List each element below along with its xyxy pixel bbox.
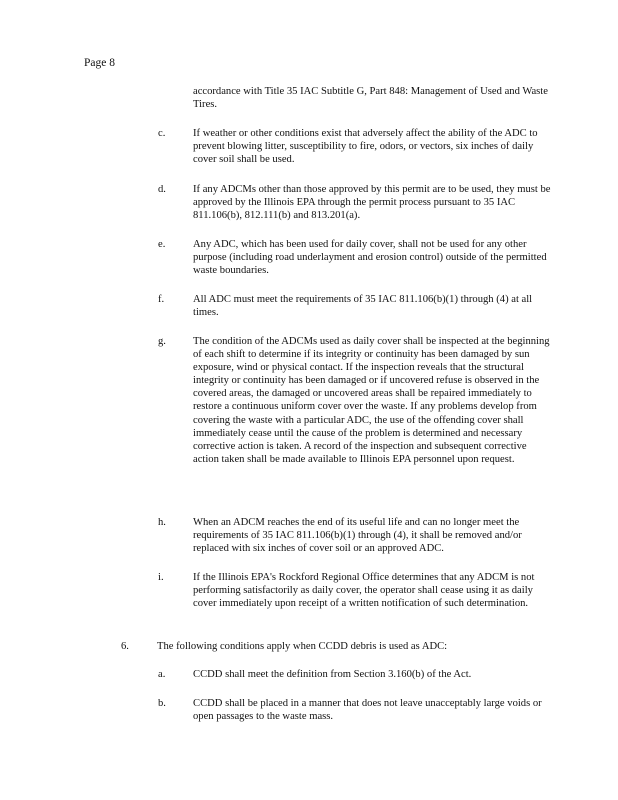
item-g-text: The condition of the ADCMs used as daily cover shall be inspected at the beginning of each shift to determine if its integrity or continuity has been damaged by sun exposure, wind or physical contact. If the inspection reveals that the structural integrity or continuity has been damaged or if uncovered refuse is observed in the covered areas, the damaged or uncovered areas shall be repaired immediately to restore a continuous uniform cover over the waste. If any problems develop from covering the waste with a particular ADC, the use of the offending cover shall immediately cease until the cause of the problem is determined and necessary corrective action is taken. A record of the inspection and subsequent corrective action taken shall be made available to Illinois EPA personnel upon request.	[193, 336, 550, 465]
item-g-label: g.	[158, 336, 166, 347]
item-6a-text: CCDD shall meet the definition from Section 3.160(b) of the Act.	[193, 669, 472, 680]
item-i-text: If the Illinois EPA's Rockford Regional Office determines that any ADCM is not performing satisfactorily as daily cover, the operator shall cease using it as daily cover immediately upon receipt of a written notification of such determination.	[193, 572, 535, 610]
item-d-text: If any ADCMs other than those approved by this permit are to be used, they must be approved by the Illinois EPA through the permit process pursuant to 35 IAC 811.106(b), 812.111(b) and 813.201(a).	[193, 184, 551, 222]
item-6a-label: a.	[158, 669, 166, 680]
item-h-text: When an ADCM reaches the end of its useful life and can no longer meet the requirements of 35 IAC 811.106(b)(1) through (4), it shall be removed and/or replaced with six inches of cover soil or an approved ADC.	[193, 517, 522, 555]
item-f-label: f.	[158, 294, 165, 305]
item-c-label: c.	[158, 128, 166, 139]
item-h-label: h.	[158, 517, 166, 528]
section-6-text: The following conditions apply when CCDD debris is used as ADC:	[157, 641, 448, 652]
section-6-label: 6.	[121, 641, 129, 652]
item-6b-label: b.	[158, 698, 166, 709]
item-e-text: Any ADC, which has been used for daily cover, shall not be used for any other purpose (including road underlayment and erosion control) outside of the permitted waste boundaries.	[193, 239, 547, 277]
page-header: Page 8	[84, 57, 115, 69]
item-c-text: If weather or other conditions exist that adversely affect the ability of the ADC to prevent blowing litter, susceptibility to fire, odors, or vectors, six inches of daily cover soil shall be used.	[193, 128, 538, 166]
item-i-label: i.	[158, 572, 164, 583]
item-d-label: d.	[158, 184, 166, 195]
item-f-text: All ADC must meet the requirements of 35 IAC 811.106(b)(1) through (4) at all times.	[193, 294, 533, 319]
item-e-label: e.	[158, 239, 166, 250]
item-6b-text: CCDD shall be placed in a manner that does not leave unacceptably large voids or open passages to the waste mass.	[193, 698, 542, 723]
continuation-paragraph: accordance with Title 35 IAC Subtitle G, Part 848: Management of Used and Waste Tires.	[193, 86, 548, 111]
